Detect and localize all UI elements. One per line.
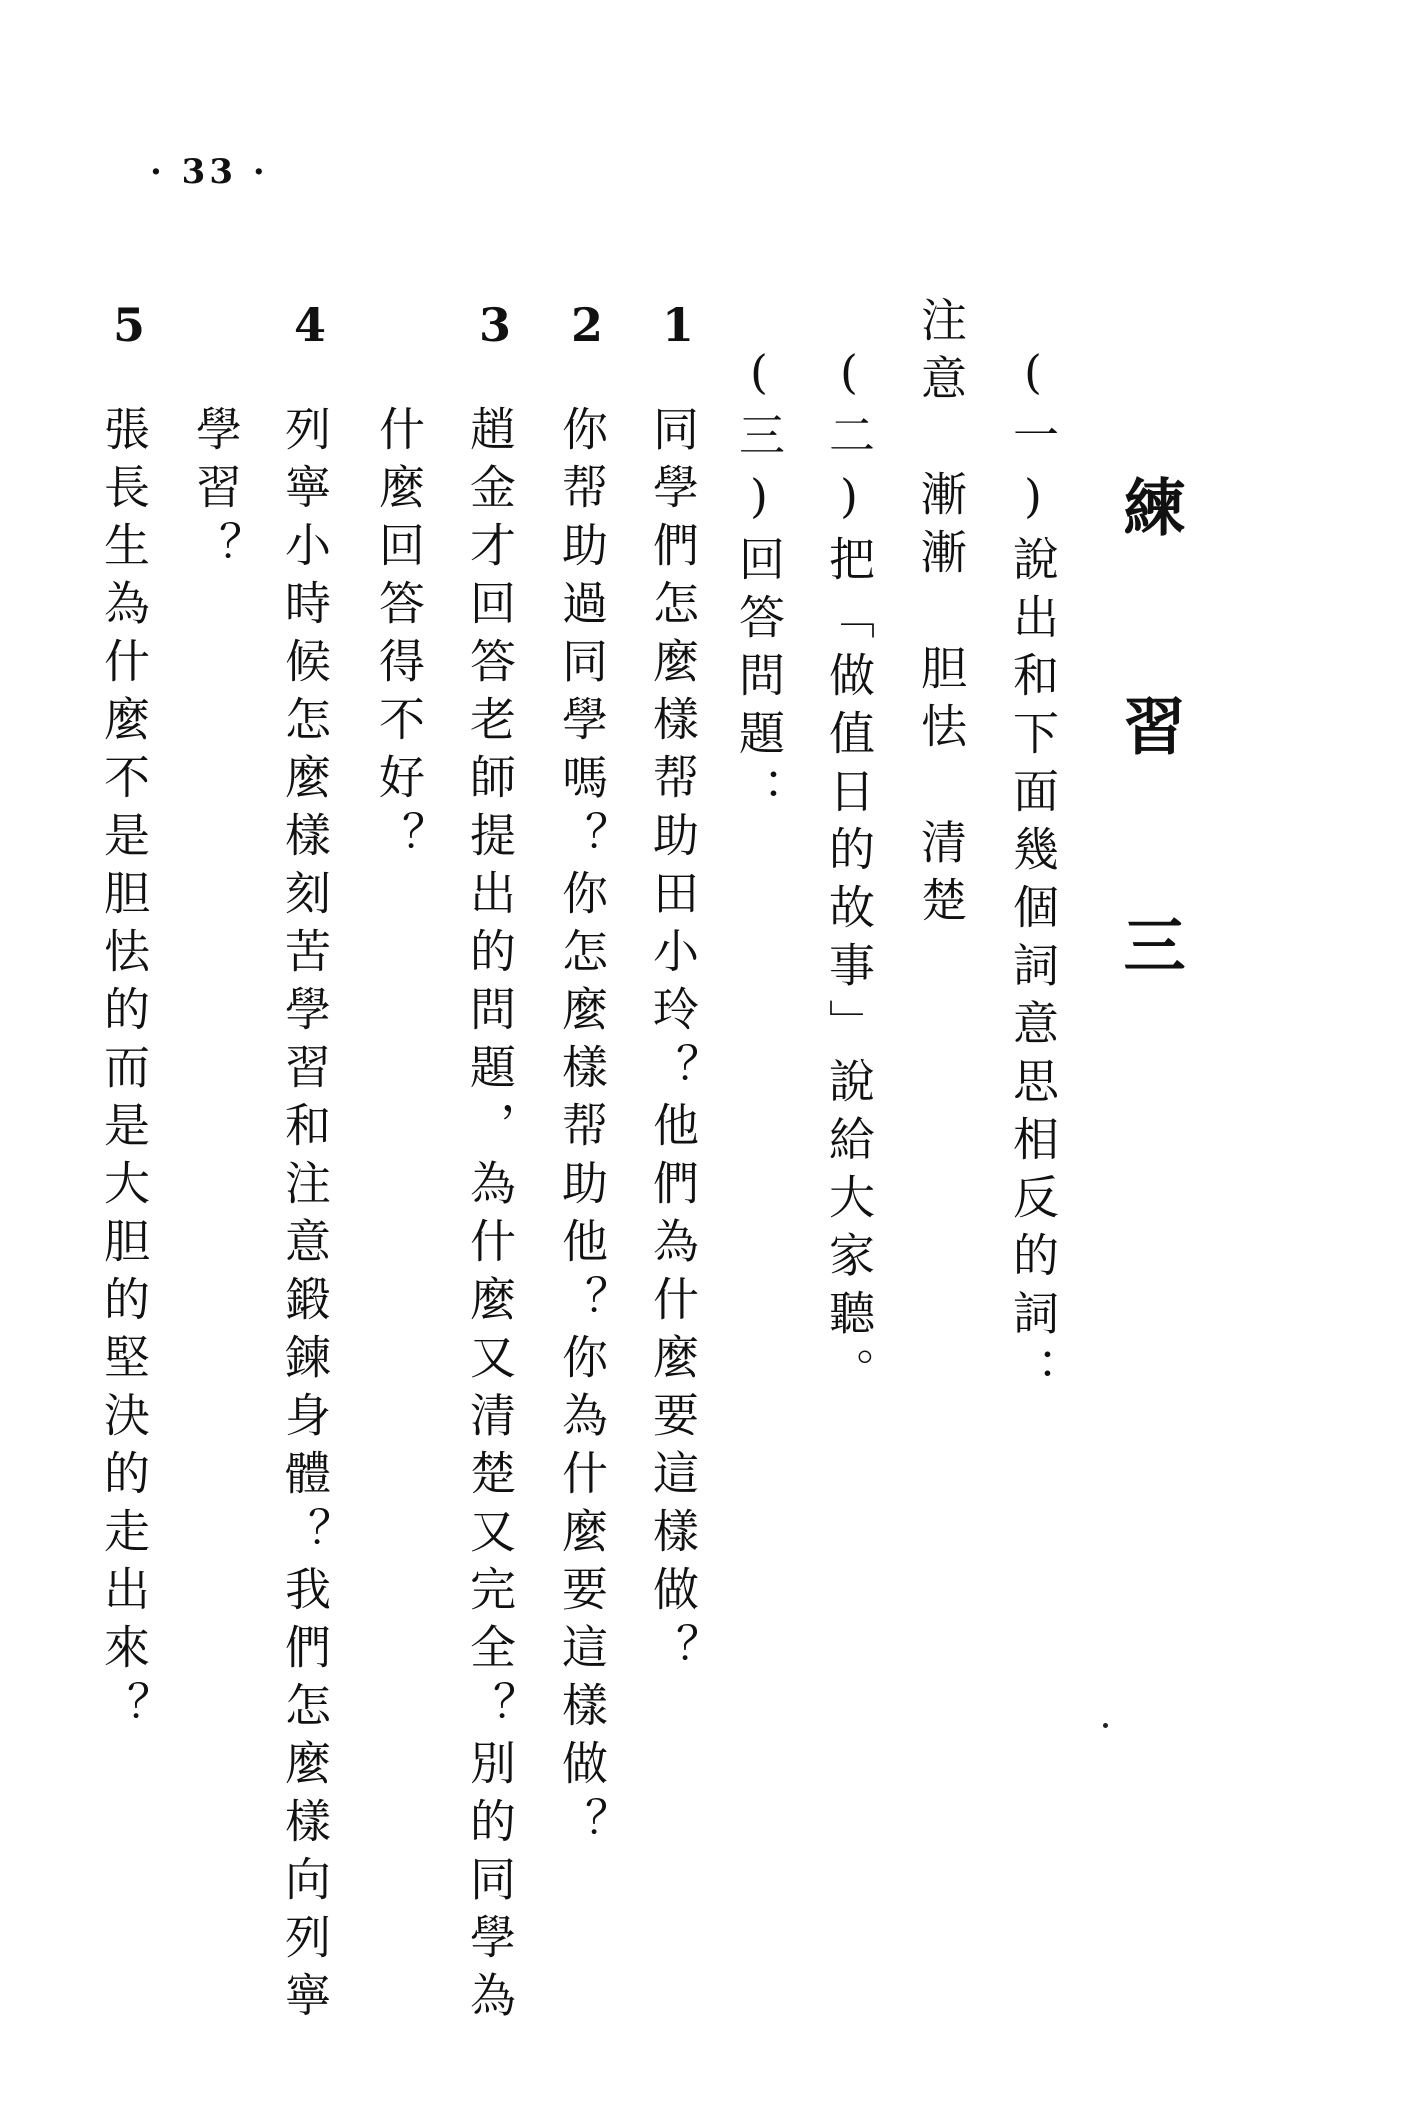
scan-speck: [1103, 1723, 1108, 1728]
question-number: 4: [293, 298, 326, 352]
question-number: 3: [478, 298, 511, 352]
section-1-instruction: (一)說出和下面幾個詞意思相反的詞：: [1006, 345, 1060, 1405]
question-text-continued: 什麼回答得不好？: [372, 405, 426, 869]
question-text: 張長生為什麼不是胆怯的而是大胆的堅決的走出來？: [97, 405, 151, 1739]
page-number: · 33 ·: [150, 152, 269, 192]
question-number: 2: [570, 298, 603, 352]
question-text: 趙金才回答老師提出的問題，為什麼又清楚又完全？別的同學為: [463, 405, 517, 2029]
question-text: 同學們怎麼樣帮助田小玲？他們為什麼要這樣做？: [646, 405, 700, 1681]
question-text: 你帮助過同學嗎？你怎麼樣帮助他？你為什麼要這樣做？: [555, 405, 609, 1855]
question-text-continued: 學習？: [189, 405, 243, 579]
exercise-title: 練 習 三: [1113, 475, 1186, 1017]
section-3-instruction: (三)回答問題：: [732, 345, 786, 825]
question-text: 列寧小時候怎麼樣刻苦學習和注意鍛鍊身體？我們怎麼樣向列寧: [278, 405, 332, 2029]
question-number: 5: [112, 298, 145, 352]
question-number: 1: [661, 298, 694, 352]
section-2-instruction: (二)把「做值日的故事」說給大家聽。: [822, 345, 876, 1405]
section-1-word-list: 注意 漸漸 胆怯 清楚: [914, 296, 968, 934]
